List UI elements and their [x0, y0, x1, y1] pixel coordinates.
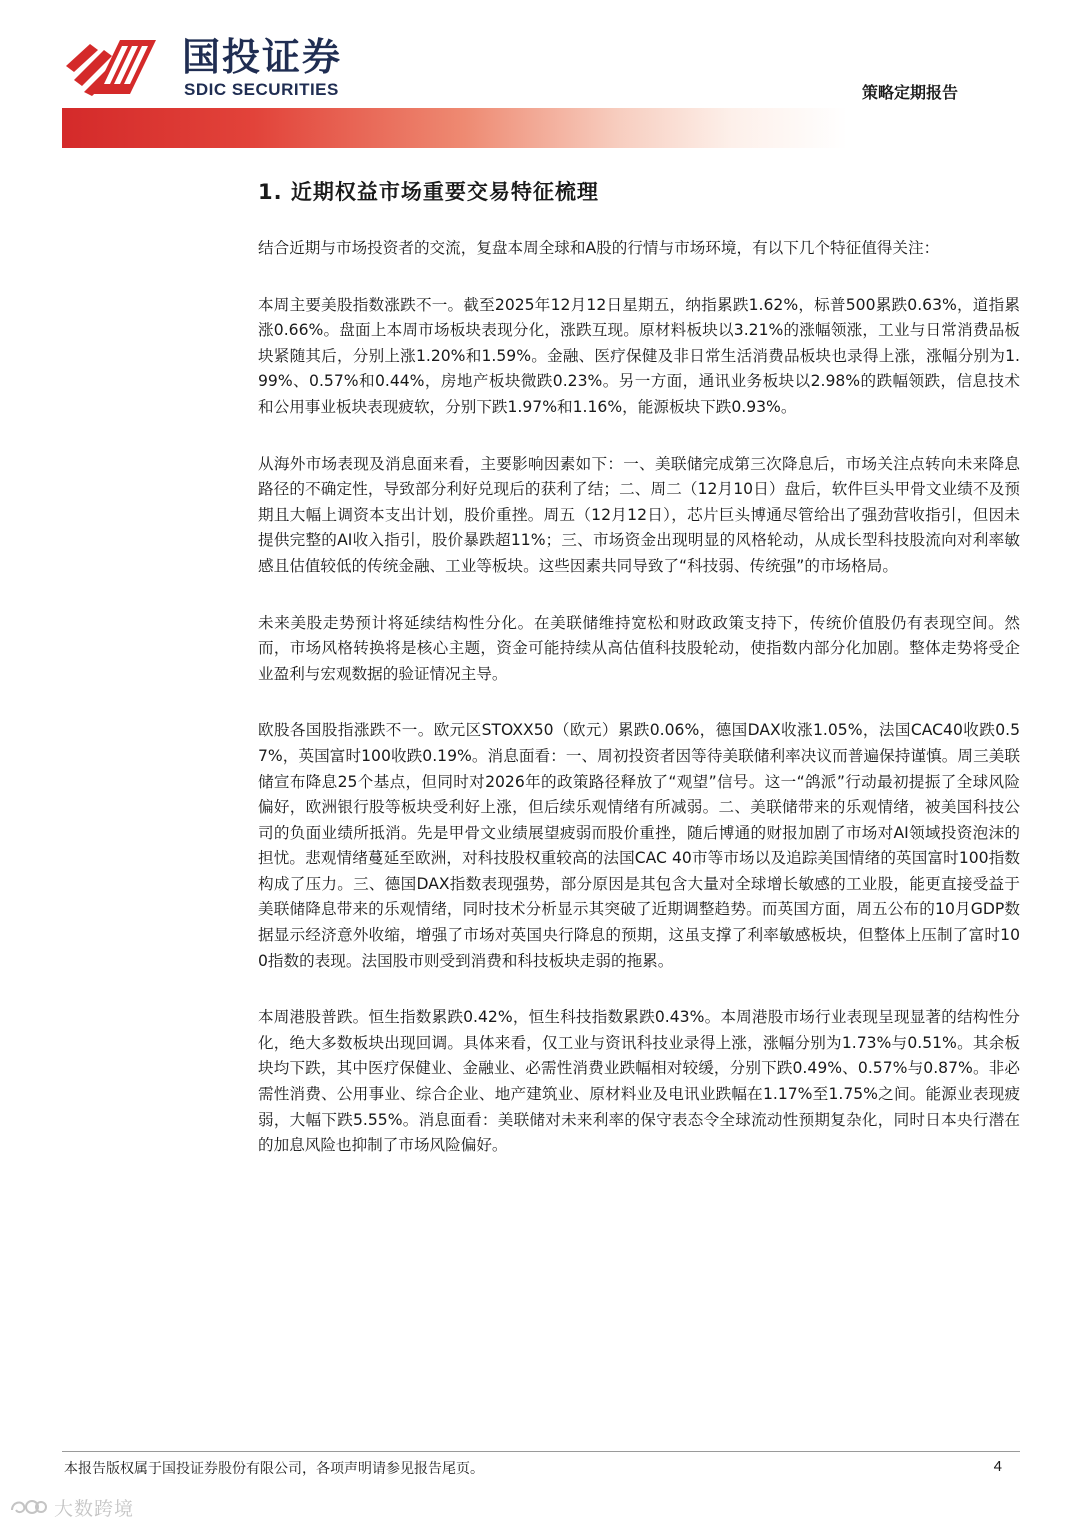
logo-chinese-name: 国投证券 [182, 35, 343, 79]
logo-english-name: SDIC SECURITIES [184, 80, 339, 99]
sdic-logo-icon [60, 36, 180, 98]
watermark-logo-icon [8, 1496, 48, 1518]
watermark [8, 1494, 134, 1520]
paragraph-overseas-factors: 从海外市场表现及消息面来看，主要影响因素如下：一、美联储完成第三次降息后，市场关注点转向未来降息路径的不确定性，导致部分利好兑现后的获利了结；二、周二（12月10日）盘后，软件巨头甲骨文业绩不及预期且大幅上调资本支出计划，股价重挫。周五（12月12日），芯片巨头博通尽管给出了强劲营收指引，但因未提供完整的AI收入指引，股价暴跌超11%；三、市场资金出现明显的风格轮动，从成长型科技股流向对利率敏感且估值较低的传统金融、工业等板块。这些因素共同导致了“科技弱、传统强”的市场格局。 [258, 454, 1020, 575]
footer-disclaimer: 本报告版权属于国投证券股份有限公司，各项声明请参见报告尾页。 [64, 1461, 484, 1477]
report-type-label: 策略定期报告 [861, 83, 958, 102]
paragraph-hk-stocks: 本周港股普跌。恒生指数累跌0.42%，恒生科技指数累跌0.43%。本周港股市场行业表现呈现显著的结构性分化，绝大多数板块出现回调。具体来看，仅工业与资讯科技业录得上涨，涨幅分别为1.73%与0.51%。其余板块均下跌，其中医疗保健业、金融业、必需性消费业跌幅相对较缓，分别下跌0.49%、0.57%与0.87%。非必需性消费、公用事业、综合企业、地产建筑业、原材料业及电讯业跌幅在1.17%至1.75%之间。能源业表现疲弱，大幅下跌5.55%。消息面看：美联储对未来利率的保守表态令全球流动性预期复杂化，同时日本央行潜在的加息风险也抑制了市场风险偏好。 [258, 1008, 1020, 1155]
watermark-text: 大数跨境 [54, 1497, 135, 1520]
footer-divider [62, 1451, 1020, 1452]
header-gradient-bar [62, 108, 1020, 148]
paragraph-intro: 结合近期与市场投资者的交流，复盘本周全球和A股的行情与市场环境，有以下几个特征值得关注： [258, 239, 940, 257]
body-content [258, 236, 1020, 1190]
section-title: 1. 近期权益市场重要交易特征梳理 [258, 180, 599, 204]
page-number: 4 [993, 1458, 1002, 1475]
paragraph-europe-stocks: 欧股各国股指涨跌不一。欧元区STOXX50（欧元）累跌0.06%，德国DAX收涨1.05%，法国CAC40收跌0.57%，英国富时100收跌0.19%。消息面看：一、周初投资者因等待美联储利率决议而普遍保持谨慎。周三美联储宣布降息25个基点，但同时对2026年的政策路径释放了“观望”信号。这一“鸽派”行动最初提振了全球风险偏好，欧洲银行股等板块受利好上涨，但后续乐观情绪有所减弱。二、美联储带来的乐观情绪，被美国科技公司的负面业绩所抵消。先是甲骨文业绩展望疲弱而股价重挫，随后博通的财报加剧了市场对AI领域投资泡沫的担忧。悲观情绪蔓延至欧洲，对科技股权重较高的法国CAC 40市等市场以及追踪美国情绪的英国富时100指数构成了压力。三、德国DAX指数表现强势，部分原因是其包含大量对全球增长敏感的工业股，能更直接受益于美联储降息带来的乐观情绪，同时技术分析显示其突破了近期调整趋势。而英国方面，周五公布的10月GDP数据显示经济意外收缩，增强了市场对英国央行降息的预期，这虽支撑了利率敏感板块，但整体上压制了富时100指数的表现。法国股市则受到消费和科技板块走弱的拖累。 [258, 721, 1020, 970]
page-header [0, 0, 1080, 150]
paragraph-us-outlook: 未来美股走势预计将延续结构性分化。在美联储维持宽松和财政政策支持下，传统价值股仍有表现空间。然而，市场风格转换将是核心主题，资金可能持续从高估值科技股轮动，使指数内部分化加剧。整体走势将受企业盈利与宏观数据的验证情况主导。 [258, 613, 1020, 683]
paragraph-us-stocks: 本周主要美股指数涨跌不一。截至2025年12月12日星期五，纳指累跌1.62%，标普500累跌0.63%，道指累涨0.66%。盘面上本周市场板块表现分化，涨跌互现。原材料板块以3.21%的涨幅领涨，工业与日常消费品板块紧随其后，分别上涨1.20%和1.59%。金融、医疗保健及非日常生活消费品板块也录得上涨，涨幅分别为1.99%、0.57%和0.44%，房地产板块微跌0.23%。另一方面，通讯业务板块以2.98%的跌幅领跌，信息技术和公用事业板块表现疲软，分别下跌1.97%和1.16%，能源板块下跌0.93%。 [258, 295, 1020, 416]
